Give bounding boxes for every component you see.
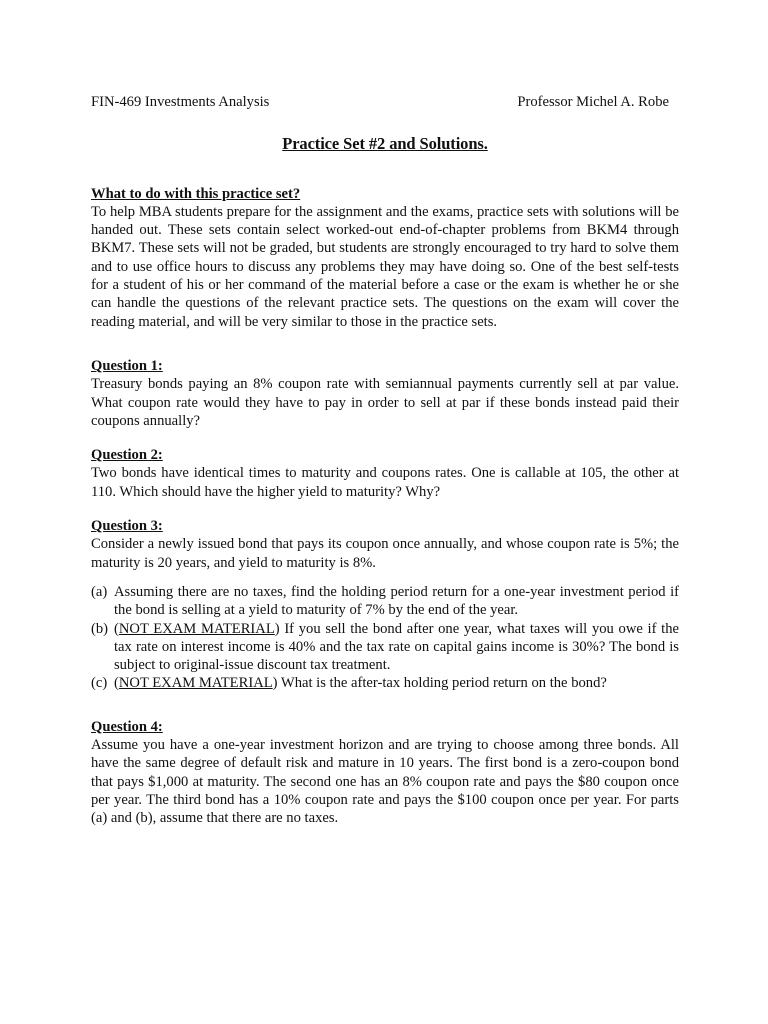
- question-3-text: Consider a newly issued bond that pays its coupon once annually, and whose coupon rate is 5%; the maturity is 20 years, and yield to maturity is 8%.: [91, 536, 679, 571]
- question-4-heading: Question 4:: [91, 718, 163, 735]
- question-1-text: Treasury bonds paying an 8% coupon rate with semiannual payments currently sell at par value. What coupon rate would they have to pay in order to sell at par if these bonds instead paid their coupons annually?: [91, 376, 679, 429]
- not-exam-material-note: NOT EXAM MATERIAL: [118, 675, 273, 692]
- question-2-text: Two bonds have identical times to maturity and coupons rates. One is callable at 105, the other at 110. Which should have the higher yield to maturity? Why?: [91, 465, 679, 500]
- part-text: Assuming there are no taxes, find the holding period return for a one-year investment period if the bond is selling at a yield to maturity of 7% by the end of the year.: [114, 583, 679, 619]
- question-3-part-a: [91, 583, 679, 620]
- part-text: What is the after-tax holding period return on the bond?: [277, 675, 607, 692]
- question-1-heading: Question 1:: [91, 357, 163, 374]
- part-text: If you sell the bond after one year, what taxes will you owe if the tax rate on interest income is 40% and the tax rate on capital gains income is 30%? The bond is subject to original-issue discount tax treatment.: [114, 620, 679, 674]
- part-marker: (c): [91, 675, 108, 692]
- part-body: (NOT EXAM MATERIAL) What is the after-tax holding period return on the bond?: [114, 675, 607, 692]
- question-4-text: Assume you have a one-year investment horizon and are trying to choose among three bonds. All have the same degree of default risk and mature in 10 years. The first bond is a zero-coupon bond that pays $1,000 at maturity. The second one has an 8% coupon rate and pays the $80 coupon once per year. The third bond has a 10% coupon rate and pays the $100 coupon once per year. For parts (a) and (b), assume that there are no taxes.: [91, 737, 679, 827]
- professor-name: Professor Michel A. Robe: [517, 94, 669, 110]
- document-page: [91, 93, 679, 828]
- question-3-part-c: [91, 674, 679, 692]
- intro-heading: What to do with this practice set?: [91, 185, 301, 202]
- question-3-part-b: [91, 620, 679, 675]
- question-3-parts: [91, 583, 679, 693]
- question-3-heading: Question 3:: [91, 518, 163, 535]
- course-name: FIN-469 Investments Analysis: [91, 94, 270, 110]
- document-title: Practice Set #2 and Solutions.: [282, 134, 488, 154]
- document-header: [91, 93, 679, 111]
- part-marker: (b): [91, 620, 109, 637]
- part-marker: (a): [91, 583, 108, 600]
- question-2-heading: Question 2:: [91, 447, 163, 464]
- intro-paragraph: To help MBA students prepare for the assignment and the exams, practice sets with solutions will be handed out. These sets contain select worked-out end-of-chapter problems from BKM4 through BKM7. These sets will not be graded, but students are strongly encouraged to try hard to solve them and to use office hours to discuss any problems they may have doing so. One of the best self-tests for a student of his or her command of the material before a case or the exam is whether he or she can handle the questions of the relevant practice sets. The questions on the exam will cover the reading material, and will be very similar to those in the practice sets.: [91, 203, 679, 330]
- not-exam-material-note: NOT EXAM MATERIAL: [118, 620, 275, 637]
- part-body: (NOT EXAM MATERIAL) If you sell the bond after one year, what taxes will you owe if the tax rate on interest income is 40% and the tax rate on capital gains income is 30%? The bond is subject to original-issue discount tax treatment.: [114, 620, 679, 674]
